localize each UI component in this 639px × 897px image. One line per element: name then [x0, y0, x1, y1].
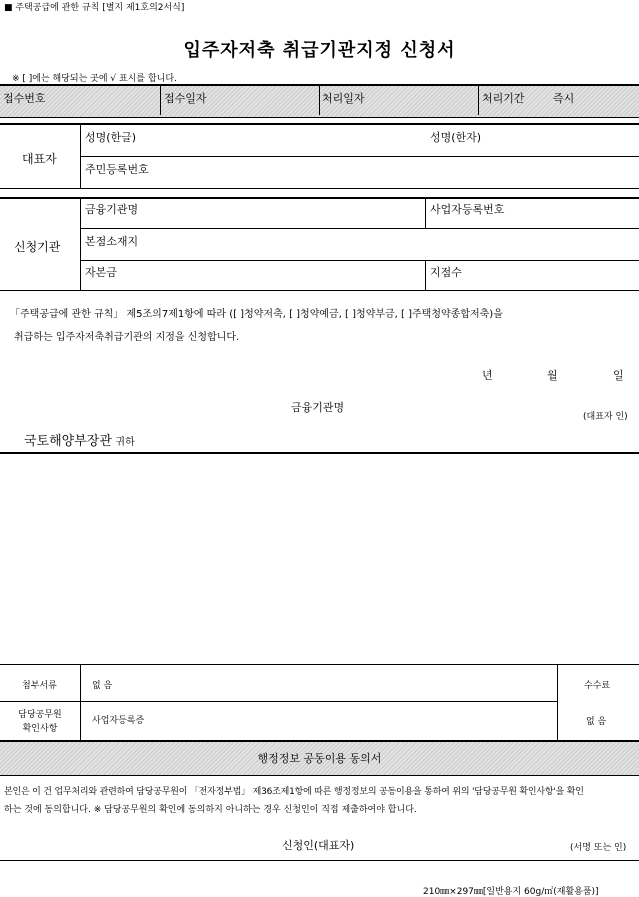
- consent-line-1: 본인은 이 건 업무처리와 관련하여 담당공무원이 「전자정부법」 제36조제1항에 따른 행정정보의 공동이용을 통하여 위의 '담당공무원 확인사항'을 확인: [4, 787, 584, 797]
- row-divider: [80, 260, 639, 261]
- footer-paper-spec: 210㎜×297㎜[일반용지 60g/㎡(재활용품)]: [423, 887, 599, 897]
- representative-section-label: 대표자: [22, 152, 57, 166]
- fee-value: 없 음: [586, 717, 607, 727]
- resident-number-label: 주민등록번호: [85, 163, 149, 176]
- consent-title: 행정정보 공동이용 동의서: [257, 752, 382, 765]
- signer-institution-label: 금융기관명: [291, 401, 345, 414]
- date-day-label: 일: [613, 369, 624, 382]
- head-office-label: 본점소재지: [85, 235, 139, 248]
- cell-divider: [425, 261, 426, 290]
- officer-check-value: 사업자등록증: [92, 716, 145, 726]
- instruction-note: ※ [ ]에는 해당되는 곳에 √ 표시를 합니다.: [12, 74, 177, 84]
- receipt-number-label: 접수번호: [3, 92, 46, 105]
- attachments-value: 없 음: [92, 681, 113, 691]
- attachments-label: 첨부서류: [22, 681, 57, 691]
- section-border: [0, 197, 639, 199]
- representative-seal-note: (대표자 인): [583, 412, 628, 422]
- date-month-label: 월: [547, 369, 558, 382]
- table-border: [0, 860, 639, 861]
- row-divider: [80, 156, 639, 157]
- form-header: ■ 주택공급에 관한 규칙 [별지 제1호의2서식]: [4, 3, 185, 13]
- addressee-suffix: 귀하: [115, 437, 135, 448]
- receipt-divider: [478, 86, 479, 115]
- section-divider: [80, 199, 81, 290]
- section-border: [0, 290, 639, 291]
- process-period-value: 즉시: [553, 92, 575, 105]
- capital-label: 자본금: [85, 266, 117, 279]
- cell-divider: [425, 199, 426, 228]
- consent-sign-note: (서명 또는 인): [570, 843, 627, 853]
- institution-name-label: 금융기관명: [85, 203, 139, 216]
- process-period-label: 처리기간: [482, 92, 525, 105]
- officer-check-label-line2: 확인사항: [22, 724, 58, 734]
- business-number-label: 사업자등록번호: [430, 203, 505, 216]
- receipt-divider: [160, 86, 161, 115]
- name-hanja-label: 성명(한자): [430, 131, 482, 144]
- consent-signer-label: 신청인(대표자): [282, 839, 355, 852]
- process-date-label: 처리일자: [322, 92, 365, 105]
- consent-line-2: 하는 것에 동의합니다. ※ 담당공무원의 확인에 동의하지 아니하는 경우 신청인이 직접 제출하여야 합니다.: [4, 805, 417, 815]
- applicant-section-label: 신청기관: [14, 240, 61, 254]
- form-title: 입주자저축 취급기관지정 신청서: [183, 40, 456, 61]
- table-border: [0, 664, 639, 665]
- fee-label: 수수료: [584, 681, 611, 691]
- receipt-divider: [319, 86, 320, 115]
- row-divider: [0, 701, 557, 702]
- table-divider: [80, 664, 81, 740]
- row-divider: [80, 228, 639, 229]
- section-border: [0, 188, 639, 189]
- branches-label: 지점수: [430, 266, 462, 279]
- name-korean-label: 성명(한글): [85, 131, 137, 144]
- addressee-name: 국토해양부장관: [24, 434, 112, 449]
- receipt-date-label: 접수일자: [164, 92, 207, 105]
- section-border: [0, 123, 639, 125]
- section-border: [0, 452, 639, 454]
- officer-check-label-line1: 담당공무원: [18, 710, 62, 720]
- date-year-label: 년: [482, 369, 493, 382]
- statement-line-1: 「주택공급에 관한 규칙」 제5조의7제1항에 따라 ([ ]청약저축, [ ]청약예금, [ ]청약부금, [ ]주택청약종합저축)을: [10, 309, 503, 320]
- table-divider: [557, 664, 558, 740]
- statement-line-2: 취급하는 입주자저축취급기관의 지정을 신청합니다.: [14, 332, 240, 343]
